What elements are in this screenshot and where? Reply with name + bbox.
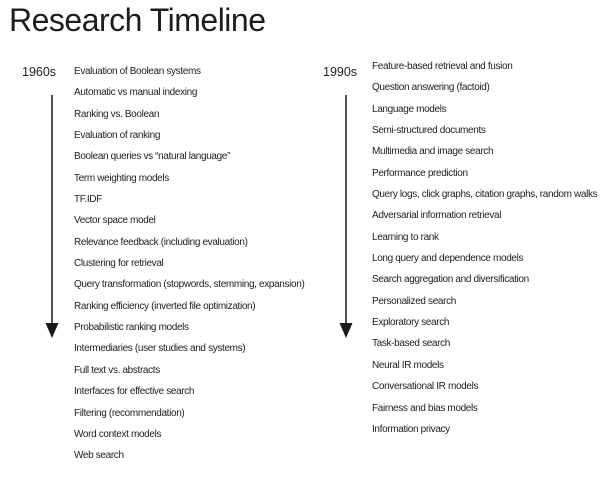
timeline-item: Conversational IR models xyxy=(372,381,479,393)
timeline-item: Term weighting models xyxy=(74,172,169,184)
timeline-item: Query logs, click graphs, citation graphs, random walks xyxy=(372,189,598,201)
timeline-item: Automatic vs manual indexing xyxy=(74,87,198,99)
timeline-item: Probabilistic ranking models xyxy=(74,322,189,334)
page-title: Research Timeline xyxy=(9,2,266,38)
timeline-item: Multimedia and image search xyxy=(372,146,494,158)
timeline-item: Ranking vs. Boolean xyxy=(74,108,160,120)
timeline-item: Language models xyxy=(372,103,447,115)
timeline-item: Neural IR models xyxy=(372,359,444,371)
timeline-item: Feature-based retrieval and fusion xyxy=(372,61,513,72)
timeline-item: Web search xyxy=(74,450,124,462)
timeline-item: Semi-structured documents xyxy=(372,125,486,137)
timeline-item: TF.IDF xyxy=(74,194,102,206)
timeline-item: Exploratory search xyxy=(372,317,450,329)
timeline-item: Question answering (factoid) xyxy=(372,82,490,94)
timeline-item: Full text vs. abstracts xyxy=(74,364,160,376)
timeline-item: Ranking efficiency (inverted file optimization) xyxy=(74,300,256,312)
down-arrow-icon xyxy=(334,92,358,344)
decade-label-1990s: 1990s xyxy=(323,65,358,79)
timeline-item: Performance prediction xyxy=(372,167,468,179)
timeline-item: Vector space model xyxy=(74,215,156,227)
timeline-item: Boolean queries vs “natural language” xyxy=(74,151,231,163)
timeline-items-1990s xyxy=(372,56,615,440)
timeline-item: Intermediaries (user studies and systems) xyxy=(74,343,246,355)
timeline-item: Evaluation of ranking xyxy=(74,130,161,142)
timeline-item: Task-based search xyxy=(372,338,450,350)
timeline-item: Relevance feedback (including evaluation) xyxy=(74,236,248,248)
timeline-item: Word context models xyxy=(74,428,162,440)
timeline-item: Long query and dependence models xyxy=(372,253,524,265)
timeline-item: Adversarial information retrieval xyxy=(372,210,502,222)
timeline-item: Personalized search xyxy=(372,295,456,307)
timeline-item: Query transformation (stopwords, stemming, expansion) xyxy=(74,279,305,291)
timeline-item: Learning to rank xyxy=(372,231,439,243)
timeline-item: Fairness and bias models xyxy=(372,402,478,414)
timeline-item: Clustering for retrieval xyxy=(74,258,164,270)
timeline-item: Interfaces for effective search xyxy=(74,386,195,398)
timeline-item: Information privacy xyxy=(372,423,450,435)
down-arrow-icon xyxy=(40,92,64,344)
timeline-item: Search aggregation and diversification xyxy=(372,274,529,286)
timeline-item: Evaluation of Boolean systems xyxy=(74,66,201,77)
timeline-item: Filtering (recommendation) xyxy=(74,407,185,419)
decade-label-1960s: 1960s xyxy=(22,65,57,79)
